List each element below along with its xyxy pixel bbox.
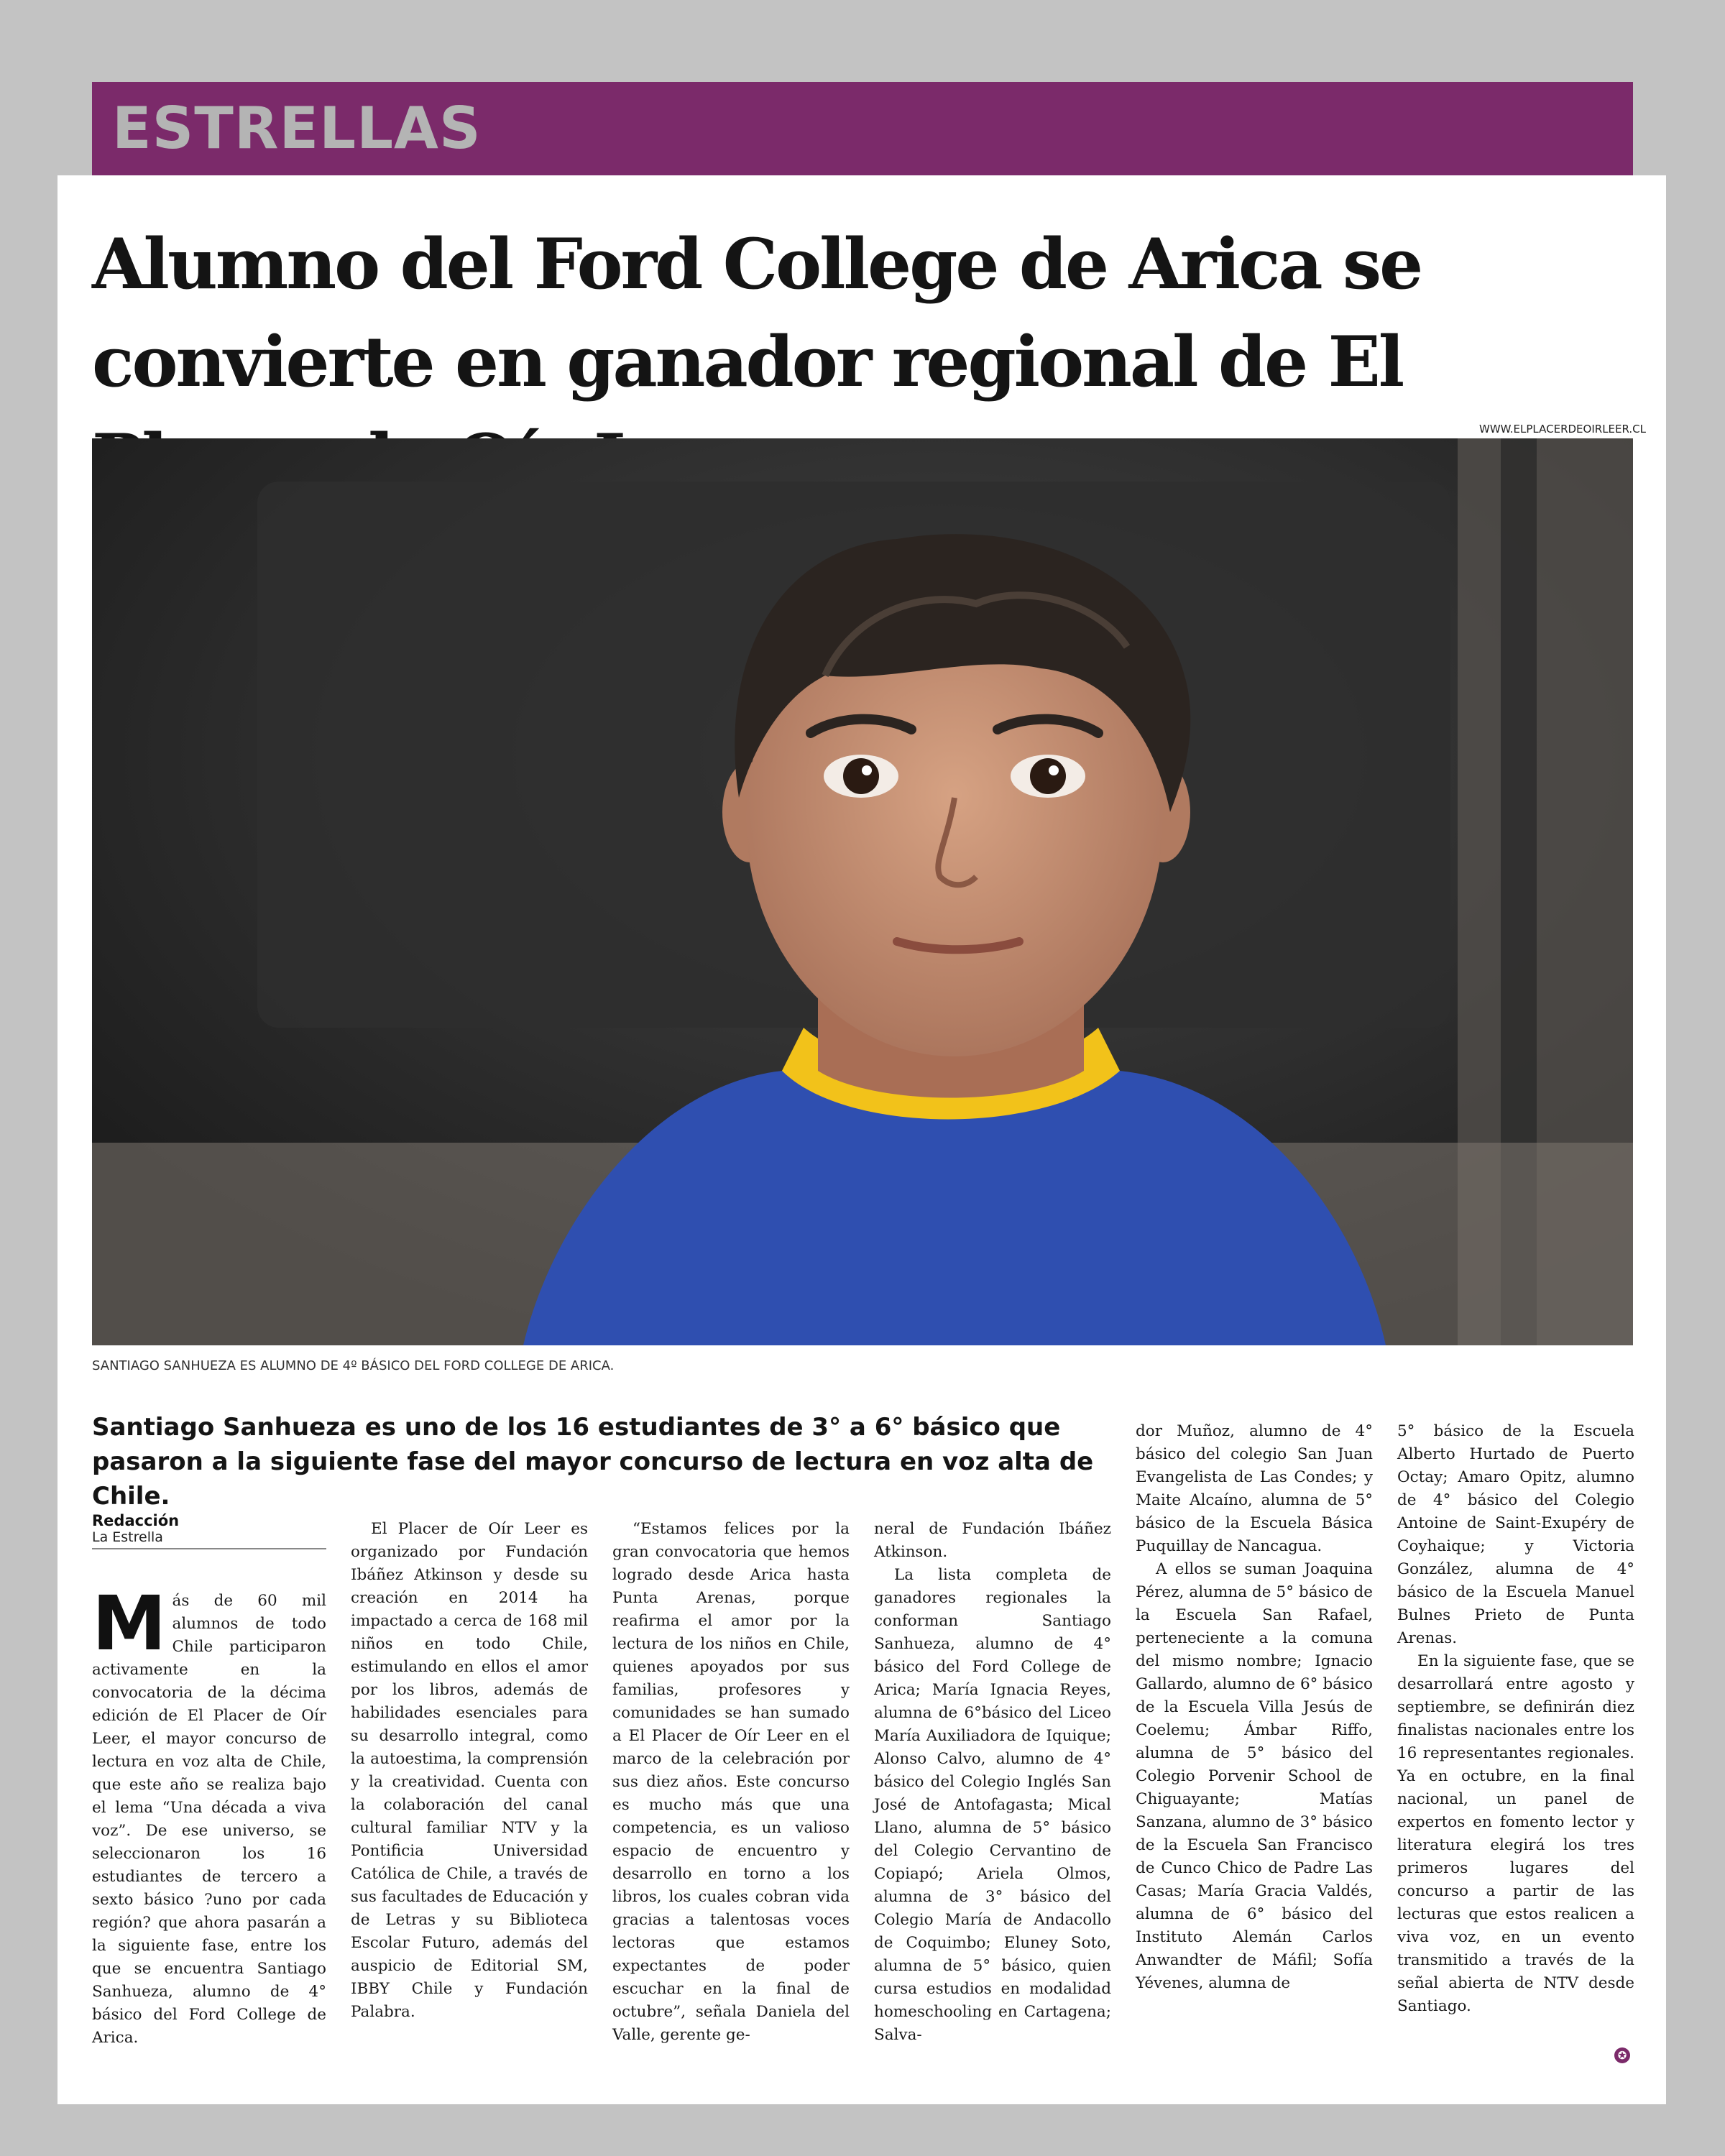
article-column-4 [874,1518,1111,2047]
photo-caption: SANTIAGO SANHUEZA ES ALUMNO DE 4º BÁSICO DEL FORD COLLEGE DE ARICA. [92,1358,615,1373]
drop-cap: M [92,1580,167,1667]
column-5-continuation: dor Muñoz, alumno de 4° básico del colegio San Juan Evangelista de Las Condes; y Maite Alcaíno, alumna de 5° básico de la Escuela Básica Puquillay de Nancagua. [1136,1422,1373,1555]
article-column-6 [1397,1420,1634,2018]
column-1-text: ás de 60 mil alumnos de todo Chile participaron activamente en la convocatoria de la décima edición de El Placer de Oír Leer, el mayor concurso de lectura en voz alta de Chile, que este año se realiza bajo el lema “Una década a viva voz”. De ese universo, se seleccionaron los 16 estudiantes de tercero a sexto básico ?uno por cada región? que ahora pasarán a la siguiente fase, entre los que se encuentra Santiago Sanhueza, alumno de 4° básico del Ford College de Arica. [92,1592,326,2047]
lede: Santiago Sanhueza es uno de los 16 estudiantes de 3° a 6° básico que pasaron a la siguiente fase del mayor concurso de lectura en voz alta de Chile. [92,1413,1094,1511]
article-photo [92,438,1633,1345]
boy-portrait-illustration [92,438,1633,1345]
article-column-5 [1136,1420,1373,1995]
column-6-continuation: 5° básico de la Escuela Alberto Hurtado de Puerto Octay; Amaro Opitz, alumno de 4° básico del Colegio Antoine de Saint-Exupéry de Coyhaique; y Victoria González, alumna de 4° básico de la Escuela Manuel Bulnes Prieto de Punta Arenas. [1397,1422,1634,1647]
article-column-1 [92,1580,326,2050]
column-5-text: A ellos se suman Joaquina Pérez, alumna de 5° básico de la Escuela San Rafael, perteneciente a la comuna del mismo nombre; Ignacio Gallardo, alumno de 6° básico de la Escuela Villa Jesús de Coelemu; Ámbar Riffo, alumna de 5° básico del Colegio Porvenir School de Chiguayante; Matías Sanzana, alumno de 3° básico de la Escuela San Francisco de Cunco Chico de Padre Las Casas; María Gracia Valdés, alumna de 6° básico del Instituto Alemán Carlos Anwandter de Máfil; Sofía Yévenes, alumna de [1136,1560,1373,1992]
byline [92,1512,326,1549]
end-of-article-icon: ✪ [1614,2047,1630,2063]
headline: Alumno del Ford College de Arica se convierte en ganador regional de El [92,224,1422,402]
section-bar [92,82,1633,175]
column-6-text: En la siguiente fase, que se desarrollará entre agosto y septiembre, se definirán diez finalistas nacionales entre los 16 representantes regionales. Ya en octubre, en la final nacional, un panel de expertos en fomento lector y literatura elegirá los tres primeros lugares del concurso a partir de las lecturas que estos realicen a viva voz, en un evento transmitido a través de la señal abierta de NTV desde Santiago. [1397,1652,1634,2015]
photo-credit: WWW.ELPLACERDEOIRLEER.CL [1479,423,1646,436]
byline-outlet: La Estrella [92,1529,163,1545]
column-4-continuation: neral de Fundación Ibáñez Atkinson. [874,1520,1111,1561]
column-2-text: El Placer de Oír Leer es organizado por Fundación Ibáñez Atkinson y desde su creación en 2014 ha impactado a cerca de 168 mil niños en todo Chile, estimulando en ellos el amor por los libros, además de habilidades esenciales para su desarrollo integral, como la autoestima, la comprensión y la creatividad. Cuenta con la colaboración del canal cultural familiar NTV y la Pontificia Universidad Católica de Chile, a través de sus facultades de Educación y de Letras y su Biblioteca Escolar Futuro, además del auspicio de Editorial SM, IBBY Chile y Fundación Palabra. [351,1520,588,2021]
byline-author: Redacción [92,1512,180,1529]
column-3-text: “Estamos felices por la gran convocatoria que hemos logrado desde Arica hasta Punta Arenas, porque reafirma el amor por la lectura de los niños en Chile, quienes apoyados por sus familias, profesores y comunidades se han sumado a El Placer de Oír Leer en el marco de la celebración por sus diez años. Este concurso es mucho más que una competencia, es un valioso espacio de encuentro y desarrollo en torno a los libros, los cuales cobran vida gracias a talentosas voces lectoras que estamos expectantes de poder escuchar en la final de octubre”, señala Daniela del Valle, gerente ge- [612,1520,850,2044]
section-label: ESTRELLAS [112,95,482,162]
article-column-3 [612,1518,850,2047]
column-4-text: La lista completa de ganadores regionales la conforman Santiago Sanhueza, alumno de 4° básico del Ford College de Arica; María Ignacia Reyes, alumna de 6°básico del Liceo María Auxiliadora de Iquique; Alonso Calvo, alumno de 4° básico del Colegio Inglés San José de Antofagasta; Mical Llano, alumna de 5° básico del Colegio Cervantino de Copiapó; Ariela Olmos, alumna de 3° básico del Colegio María de Andacollo de Coquimbo; Eluney Soto, alumna de 5° básico, quien cursa estudios en modalidad homeschooling en Cartagena; Salva- [874,1566,1111,2044]
article-column-2 [351,1518,588,2024]
